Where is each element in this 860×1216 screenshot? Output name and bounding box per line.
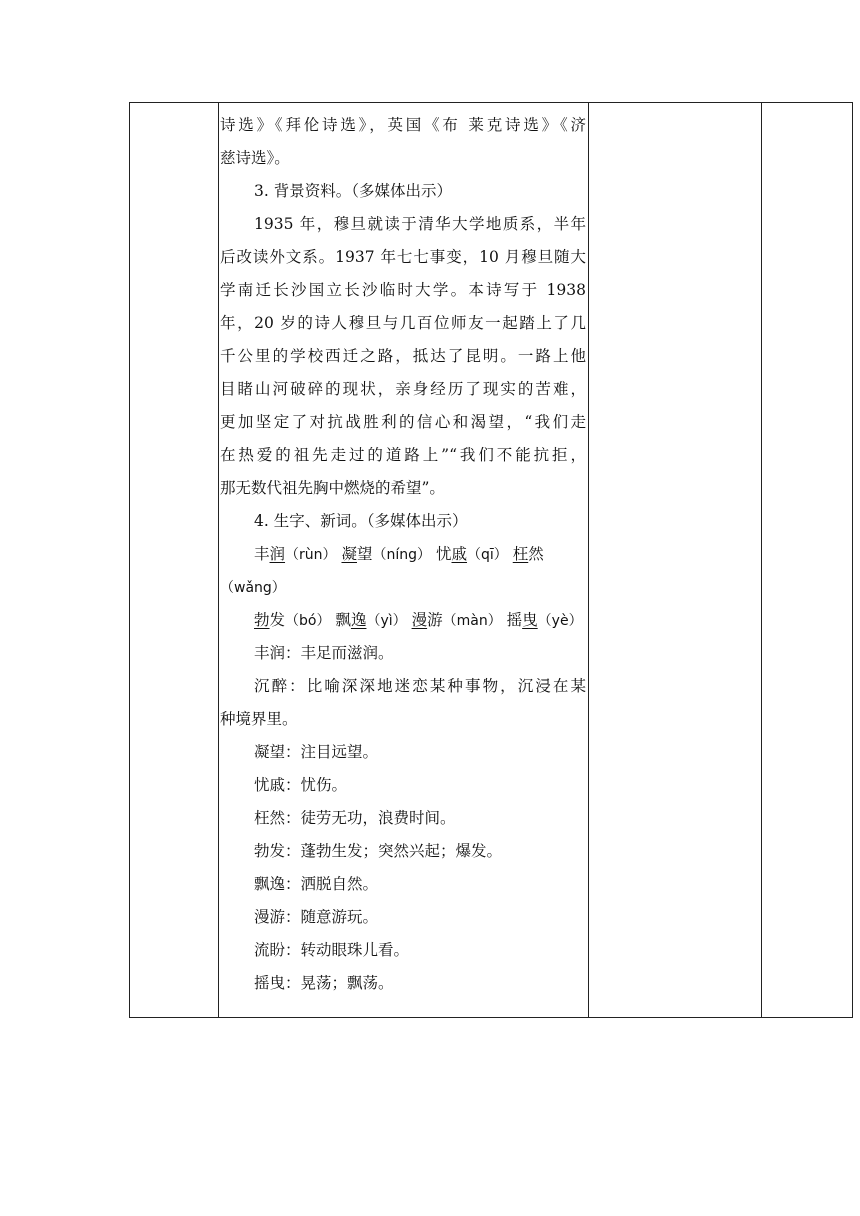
definition-line: 摇曳：晃荡；飘荡。 [254, 974, 394, 992]
vocab-char-underlined: 枉 [512, 545, 529, 563]
pinyin: （bó） [285, 613, 331, 629]
lesson-table [129, 102, 853, 1018]
pinyin: （qī） [467, 547, 508, 563]
column-divider [218, 103, 219, 1017]
definition-line: 勃发：蓬勃生发；突然兴起；爆发。 [254, 842, 503, 860]
column-divider [588, 103, 589, 1017]
vocab-char: 望 [357, 545, 373, 563]
text-line: 学南迁长沙国立长沙临时大学。本诗写于 1938 [220, 281, 586, 299]
vocab-char-underlined: 曳 [522, 611, 538, 629]
definition-line: 丰润：丰足而滋润。 [254, 644, 394, 662]
vocab-char: 然 [528, 545, 544, 563]
pinyin: （yè） [537, 613, 583, 629]
text-line: 年，20 岁的诗人穆旦与几百位师友一起踏上了几 [220, 314, 586, 332]
vocab-char: 忧 [435, 545, 452, 563]
text-line: 1935 年，穆旦就读于清华大学地质系，半年 [254, 215, 586, 233]
vocab-char: 游 [427, 611, 443, 629]
pinyin: （rùn） [285, 547, 337, 563]
vocab-char: 摇 [506, 611, 523, 629]
section-heading: 3. 背景资料。（多媒体出示） [254, 182, 452, 200]
pinyin: （yì） [366, 613, 407, 629]
definition-line: 飘逸：洒脱自然。 [254, 875, 379, 893]
text-line: 那无数代祖先胸中燃烧的希望”。 [220, 479, 445, 497]
vocab-char-underlined: 戚 [451, 545, 468, 563]
vocab-line [220, 604, 586, 637]
vocab-char: 发 [269, 611, 286, 629]
definition-line: 忧戚：忧伤。 [254, 776, 348, 794]
vocab-char-underlined: 润 [269, 545, 286, 563]
text-line: 诗选》《拜伦诗选》，英国《布 莱克诗选》《济 [220, 116, 586, 134]
vocab-line [220, 571, 586, 604]
text-line: 更加坚定了对抗战胜利的信心和渴望，“我们走 [220, 413, 586, 431]
text-line: 在热爱的祖先走过的道路上”“我们不能抗拒， [220, 446, 586, 464]
definition-line: 沉醉：比喻深深地迷恋某种事物，沉浸在某 [254, 677, 586, 695]
text-line: 慈诗选》。 [220, 149, 290, 167]
teaching-content-cell [220, 109, 586, 1000]
pinyin: （wǎng） [220, 580, 286, 596]
vocab-line [220, 538, 586, 571]
pinyin: （màn） [442, 613, 502, 629]
definition-line: 漫游：随意游玩。 [254, 908, 379, 926]
vocab-char-underlined: 勃 [254, 611, 270, 629]
text-line: 千公里的学校西迁之路，抵达了昆明。一路上他 [220, 347, 586, 365]
definition-line: 种境界里。 [220, 710, 298, 728]
pinyin: （níng） [372, 547, 432, 563]
definition-line: 凝望：注目远望。 [254, 743, 379, 761]
vocab-char: 飘 [335, 611, 351, 629]
text-line: 后改读外文系。1937 年七七事变，10 月穆旦随大 [220, 248, 586, 266]
vocab-char-underlined: 逸 [350, 611, 367, 629]
column-divider [761, 103, 762, 1017]
definition-line: 流盼：转动眼珠儿看。 [254, 941, 410, 959]
text-line: 目睹山河破碎的现状，亲身经历了现实的苦难， [220, 380, 586, 398]
section-heading: 4. 生字、新词。（多媒体出示） [254, 512, 468, 530]
vocab-char: 丰 [254, 545, 270, 563]
definition-line: 枉然：徒劳无功，浪费时间。 [254, 809, 456, 827]
vocab-char-underlined: 凝 [341, 545, 357, 563]
vocab-char-underlined: 漫 [411, 611, 428, 629]
